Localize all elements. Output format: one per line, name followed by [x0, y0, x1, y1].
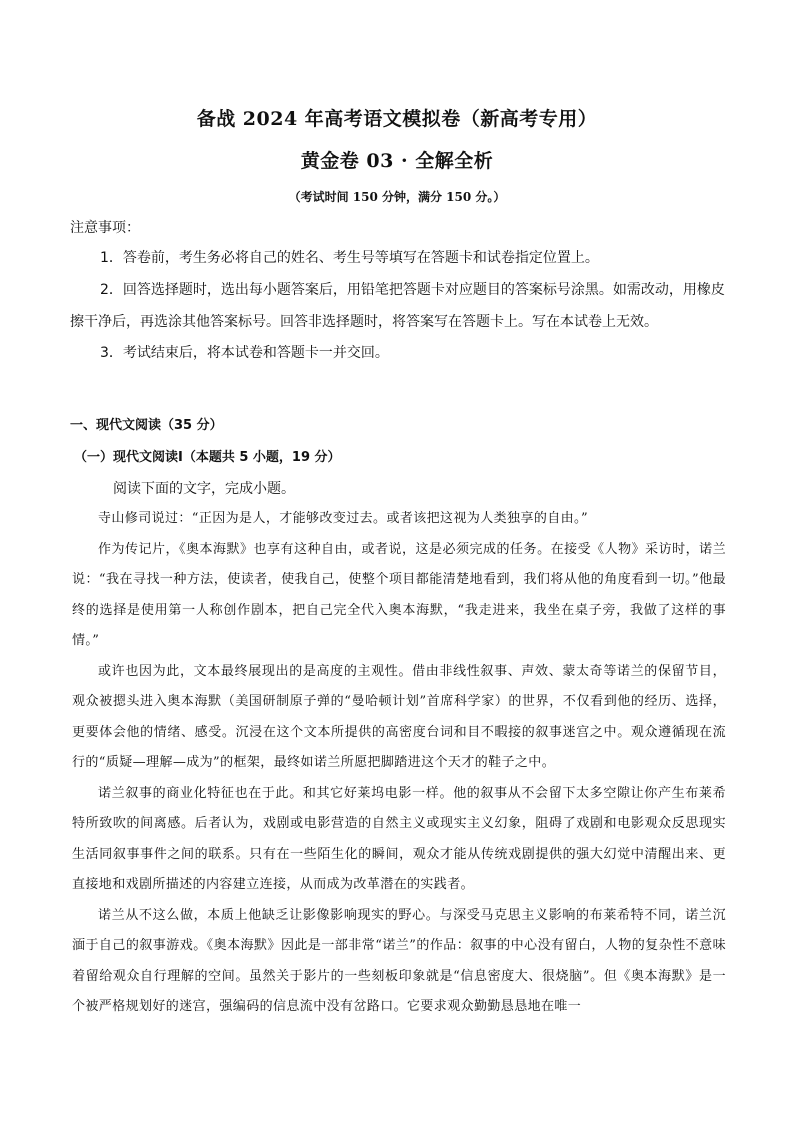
reading-passage — [72, 504, 726, 1023]
exam-info: （考试时间 150 分钟，满分 150 分。） — [288, 190, 506, 204]
subsection-heading: （一）现代文阅读Ⅰ（本题共 5 小题，19 分） — [74, 450, 341, 465]
exam-subtitle: 黄金卷 03 · 全解全析 — [300, 150, 494, 172]
notice-item-2: 2．回答选择题时，选出每小题答案后，用铅笔把答题卡对应题目的答案标号涂黑。如需改动，用橡皮 — [100, 282, 725, 298]
notice-item-2-continued: 擦干净后，再选涂其他答案标号。回答非选择题时，将答案写在答题卡上。写在本试卷上无效。 — [70, 314, 658, 330]
passage-paragraph: 诺兰从不这么做，本质上他缺乏让影像影响现实的野心。与深受马克思主义影响的布莱希特不同，诺兰沉湎于自己的叙事游戏。《奥本海默》因此是一部非常“诺兰”的作品：叙事的中心没有留白，人物的复杂性不意味着留给观众自行理解的空间。虽然关于影片的一些刻板印象就是“信息密度大、很烧脑”。但《奥本海默》是一个被严格规划好的迷宫，强编码的信息流中没有岔路口。它要求观众勤勤恳恳地在唯一 — [72, 907, 726, 1014]
exam-title: 备战 2024 年高考语文模拟卷（新高考专用） — [196, 108, 598, 130]
passage-paragraph: 或许也因为此，文本最终展现出的是高度的主观性。借由非线性叙事、声效、蒙太奇等诺兰的保留节目，观众被摁头进入奥本海默（美国研制原子弹的“曼哈顿计划”首席科学家）的世界，不仅看到他的经历、选择，更要体会他的情绪、感受。沉浸在这个文本所提供的高密度台词和目不暇接的叙事迷宫之中。观众遵循现在流行的“质疑—理解—成为”的框架，最终如诺兰所愿把脚踏进这个天才的鞋子之中。 — [72, 663, 726, 770]
passage-paragraph: 作为传记片，《奥本海默》也享有这种自由，或者说，这是必须完成的任务。在接受《人物》采访时，诺兰说：“我在寻找一种方法，使读者，使我自己，使整个项目都能清楚地看到，我们将从他的角度看到一切。”他最终的选择是使用第一人称创作剧本，把自己完全代入奥本海默，“我走进来，我坐在桌子旁，我做了这样的事情。” — [72, 541, 726, 648]
notice-item-1: 1．答卷前，考生务必将自己的姓名、考生号等填写在答题卡和试卷指定位置上。 — [100, 250, 599, 266]
section-heading: 一、现代文阅读（35 分） — [70, 418, 223, 433]
notice-title: 注意事项： — [70, 220, 140, 236]
notice-item-3: 3．考试结束后，将本试卷和答题卡一并交回。 — [100, 345, 389, 361]
passage-paragraph: 寺山修司说过：“正因为是人，才能够改变过去。或者该把这视为人类独享的自由。” — [98, 511, 588, 526]
passage-paragraph: 诺兰叙事的商业化特征也在于此。和其它好莱坞电影一样。他的叙事从不会留下太多空隙让你产生布莱希特所致吹的间离感。后者认为，戏剧或电影营造的自然主义或现实主义幻象，阻碍了戏剧和电影观众反思现实生活同叙事事件之间的联系。只有在一些陌生化的瞬间，观众才能从传统戏剧提供的强大幻觉中清醒出来、更直接地和戏剧所描述的内容建立连接，从而成为改革潜在的实践者。 — [72, 785, 726, 892]
reading-instruction: 阅读下面的文字，完成小题。 — [113, 481, 295, 497]
